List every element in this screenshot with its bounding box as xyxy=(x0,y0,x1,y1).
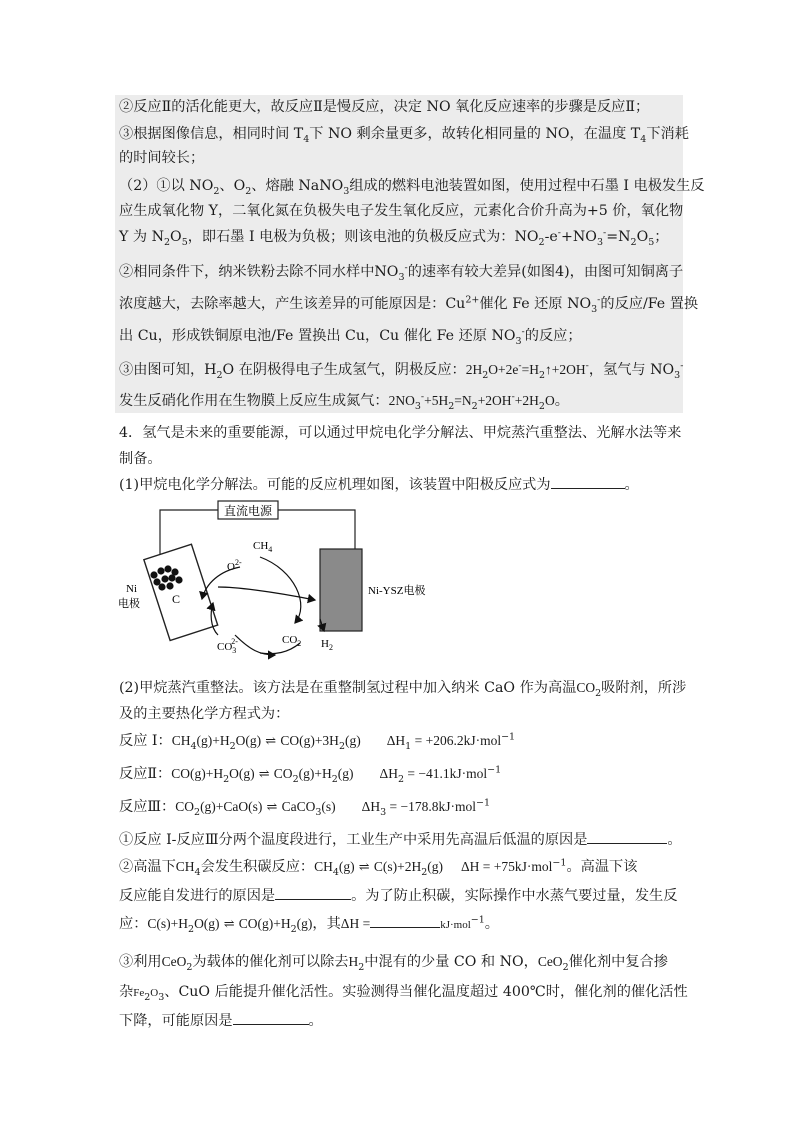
subscript: 2 xyxy=(338,740,345,752)
subscript: 3 xyxy=(515,335,522,347)
ni-electrode xyxy=(144,544,218,640)
answer-line-8 xyxy=(119,294,698,314)
ni-label: Ni xyxy=(126,583,137,595)
oxide-ion-label: $O^{2-}$ xyxy=(227,558,242,573)
equation-text: C(s)+H xyxy=(147,916,189,931)
equilibrium-arrow-icon: ⇌ xyxy=(262,800,282,815)
answer-line-1 xyxy=(119,97,649,117)
sub-question-2-line-1 xyxy=(119,857,637,878)
answer-line-9 xyxy=(119,326,582,346)
answer-text: +NO xyxy=(561,229,597,245)
answer-blank[interactable] xyxy=(275,885,351,900)
answer-text: ②反应Ⅱ的活化能更大，故反应Ⅱ是慢反应，决定 NO 氧化反应速率的步骤是反应Ⅱ； xyxy=(119,99,650,115)
subscript: 2 xyxy=(213,185,220,197)
superscript: −1 xyxy=(470,914,485,926)
subscript: 2 xyxy=(538,400,545,412)
subscript: 3 xyxy=(398,271,405,283)
circuit-wire xyxy=(278,510,355,550)
answer-text: =N xyxy=(606,229,631,245)
equation-text: O(g) xyxy=(194,916,220,931)
subscript: 2 xyxy=(538,369,545,381)
superscript: - xyxy=(602,227,607,239)
co2-label: $CO_2$ xyxy=(282,634,302,648)
subscript: 2 xyxy=(223,773,230,785)
question-text: 制备。 xyxy=(119,451,162,467)
subscript: 3 xyxy=(674,369,681,381)
answer-text: 组成的燃料电池装置如图，使用过程中石墨 I 电极发生反 xyxy=(349,178,705,194)
answer-text: 浓度越大，去除率越大，产生该差异的可能原因是：Cu xyxy=(119,296,466,312)
equation-text: O(g) xyxy=(229,766,255,781)
enthalpy-text: = +206.2kJ·mol xyxy=(411,733,502,748)
superscript: - xyxy=(518,360,522,372)
subscript: 2 xyxy=(331,773,338,785)
sub-question-2-line-3 xyxy=(119,913,499,935)
superscript: - xyxy=(585,360,589,372)
subscript: 2 xyxy=(471,400,478,412)
answer-blank[interactable] xyxy=(233,1010,309,1025)
answer-text: -e xyxy=(544,229,558,245)
answer-text: 催化 Fe 还原 NO xyxy=(479,296,592,312)
arrow-co3-loop xyxy=(235,635,275,655)
question-text: 。 xyxy=(624,477,639,493)
answer-text: ； xyxy=(654,229,669,245)
subscript: 4 xyxy=(194,866,201,878)
question-text: 。 xyxy=(667,832,682,848)
question-text: 下降，可能原因是 xyxy=(119,1013,233,1029)
equation-text: (g) xyxy=(344,733,361,748)
subscript: 2 xyxy=(245,185,252,197)
subscript: 4 xyxy=(332,866,339,878)
subscript: 2 xyxy=(290,923,297,935)
answer-text: 出 Cu，形成铁铜原电池/Fe 置换出 Cu，Cu 催化 Fe 还原 NO xyxy=(119,328,516,344)
electrolysis-diagram xyxy=(110,495,460,665)
answer-blank[interactable] xyxy=(551,474,625,489)
superscript: - xyxy=(521,326,525,338)
equation-text: =N xyxy=(454,393,472,408)
equation-text: O xyxy=(150,987,159,999)
enthalpy-text: ΔH = xyxy=(340,916,371,931)
subscript: 2 xyxy=(538,236,545,248)
equation-text: +5H xyxy=(424,393,449,408)
superscript: - xyxy=(511,391,515,403)
equation-text: CH xyxy=(314,859,333,874)
reaction-label: 反应Ⅱ： xyxy=(119,766,172,782)
superscript: - xyxy=(680,360,684,372)
equation-text: CH xyxy=(175,859,195,874)
subscript: 4 xyxy=(640,133,647,145)
question-line-1 xyxy=(119,423,681,443)
equation-text: (g)+H xyxy=(196,733,230,748)
question-text: ，其 xyxy=(312,916,341,932)
carbon-label: C xyxy=(172,592,181,606)
equation-text: (g)+H xyxy=(298,766,332,781)
sub-question-3-line-3 xyxy=(119,1010,323,1031)
enthalpy-text: ΔH xyxy=(386,733,406,748)
subscript: 2 xyxy=(194,806,201,818)
answer-text: ②相同条件下，纳米铁粉去除不同水样中 xyxy=(119,264,375,280)
question-text: 反应能自发进行的原因是 xyxy=(119,888,276,904)
subscript: 2 xyxy=(292,773,299,785)
answer-text: ③根据图像信息，相同时间 T xyxy=(119,126,304,142)
question-part-2-line-2 xyxy=(119,704,289,724)
equation-text: CO xyxy=(576,680,596,695)
unit-text: kJ·mol xyxy=(440,919,471,931)
equation-text: CeO xyxy=(537,954,563,969)
answer-text: （2）①以 NO xyxy=(119,178,214,194)
answer-text: 、熔融 NaNO xyxy=(251,178,344,194)
answer-line-4 xyxy=(119,176,704,196)
answer-text: Y 为 N xyxy=(119,229,164,245)
superscript: - xyxy=(557,227,561,239)
answer-text: NO xyxy=(374,264,399,280)
answer-blank[interactable] xyxy=(587,829,667,844)
subscript: 3 xyxy=(343,185,350,197)
reaction-3 xyxy=(119,797,490,818)
ni-ysz-label: Ni-YSZ电极 xyxy=(368,585,426,597)
answer-text: 的速率有较大差异(如图4)，由图可知铜离子 xyxy=(407,264,684,280)
enthalpy-text: ΔH xyxy=(361,799,381,814)
answer-text: 应生成氧化物 Y，二氧化氮在负极失电子发生氧化反应，元素化合价升高为+5 价，氧化物 xyxy=(119,203,684,219)
subscript: 4 xyxy=(303,133,310,145)
equation-text: CeO xyxy=(161,954,187,969)
subscript: 5 xyxy=(648,236,655,248)
sub-question-3-line-1 xyxy=(119,952,668,972)
question-text: 。高温下该 xyxy=(566,859,638,875)
superscript: - xyxy=(597,294,601,306)
answer-line-6 xyxy=(119,227,668,247)
subscript: 1 xyxy=(405,740,412,752)
equation-text: CO(g)+H xyxy=(171,766,224,781)
equation-text: CH xyxy=(171,733,191,748)
equation-text: CO xyxy=(273,766,293,781)
equation-text: (g) xyxy=(338,859,355,874)
enthalpy-text: = −41.1kJ·mol xyxy=(404,766,488,781)
question-text: ③利用 xyxy=(119,954,162,970)
subscript: 2 xyxy=(216,369,223,381)
carbonate-ion-label: $CO_32-$ xyxy=(217,637,238,655)
power-supply-label: 直流电源 xyxy=(223,504,273,518)
superscript: −1 xyxy=(475,797,490,809)
question-part-1 xyxy=(119,474,639,495)
question-text: 吸附剂，所涉 xyxy=(601,680,687,696)
answer-text: 的反应； xyxy=(524,328,582,344)
ni-ysz-electrode xyxy=(320,549,362,631)
question-text: 。为了防止积碳，实际操作中水蒸气要过量，发生反 xyxy=(351,888,678,904)
superscript: - xyxy=(420,391,425,403)
answer-text: ，氢气与 NO xyxy=(588,362,675,378)
subscript: 2 xyxy=(482,369,489,381)
superscript: −1 xyxy=(501,731,516,743)
subscript: 2 xyxy=(595,687,602,699)
enthalpy-text: ΔH = +75kJ·mol xyxy=(461,859,553,874)
reaction-1 xyxy=(119,731,515,752)
question-text: 及的主要热化学方程式为： xyxy=(119,706,290,722)
answer-text: 发生反硝化作用在生物膜上反应生成氮气： xyxy=(119,393,389,409)
answer-text: O 在阴极得电子生成氢气，阴极反应： xyxy=(222,362,466,378)
question-part-2-line-1 xyxy=(119,678,686,698)
superscript: −1 xyxy=(487,764,502,776)
subscript: 4 xyxy=(190,740,197,752)
subscript: 2 xyxy=(562,961,569,973)
equation-text: (s) xyxy=(321,799,336,814)
question-line-2 xyxy=(119,449,162,469)
equilibrium-arrow-icon: ⇌ xyxy=(354,860,374,875)
answer-line-10 xyxy=(119,360,683,380)
superscript: −1 xyxy=(552,857,567,869)
question-text: 杂 xyxy=(119,984,134,1000)
equation-text: H xyxy=(348,954,359,969)
question-text: 为载体的催化剂可以除去 xyxy=(192,954,349,970)
subscript: 2 xyxy=(397,773,404,785)
electrode-label: 电极 xyxy=(118,598,140,610)
equation-text: C(s)+2H xyxy=(373,859,422,874)
equation-text: CaCO xyxy=(281,799,316,814)
reaction-label: 反应Ⅲ： xyxy=(119,799,176,815)
enthalpy-text: ΔH xyxy=(379,766,398,781)
equation-text: O+2e xyxy=(488,362,519,377)
question-text: 应： xyxy=(119,916,148,932)
answer-blank[interactable] xyxy=(370,913,440,928)
equation-text: (g) xyxy=(337,766,354,781)
equation-text: =H xyxy=(521,362,539,377)
answer-line-11 xyxy=(119,391,569,411)
answer-text: ③由图可知，H xyxy=(119,362,217,378)
equation-text: CO(g)+H xyxy=(238,916,291,931)
answer-line-3 xyxy=(119,148,204,168)
subscript: 3 xyxy=(596,236,603,248)
subscript: 2 xyxy=(421,866,428,878)
equation-text: 2H xyxy=(465,362,483,377)
equation-text: O(g) xyxy=(235,733,262,748)
superscript: - xyxy=(404,262,408,274)
question-text: (1)甲烷电化学分解法。可能的反应机理如图，该装置中阳极反应式为 xyxy=(119,477,551,493)
equation-text: CO xyxy=(175,799,195,814)
equation-text: 2NO xyxy=(388,393,415,408)
ch4-label: $CH_4$ xyxy=(253,540,273,554)
answer-text: 下消耗 xyxy=(646,126,689,142)
equation-text: (g) xyxy=(296,916,313,931)
equilibrium-arrow-icon: ⇌ xyxy=(261,734,281,749)
subscript: 2 xyxy=(448,400,455,412)
question-text: 。 xyxy=(308,1013,323,1029)
equilibrium-arrow-icon: ⇌ xyxy=(254,767,274,782)
question-text: 。 xyxy=(484,916,499,932)
subscript: 3 xyxy=(315,806,322,818)
equation-text: CO(g)+3H xyxy=(280,733,339,748)
question-text: (2)甲烷蒸汽重整法。该方法是在重整制氢过程中加入纳米 CaO 作为高温 xyxy=(119,680,577,696)
sub-question-2-line-2 xyxy=(119,885,677,906)
subscript: 2 xyxy=(358,961,365,973)
subscript: 3 xyxy=(380,806,387,818)
answer-text: O xyxy=(636,229,649,245)
question-text: 、CuO 后能提升催化活性。实验测得当催化温度超过 400℃时，催化剂的催化活性 xyxy=(164,984,688,1000)
equation-text: O xyxy=(544,393,555,408)
answer-text: O xyxy=(170,229,182,245)
question-text: 4．氢气是未来的重要能源，可以通过甲烷电化学分解法、甲烷蒸汽重整法、光解水法等来 xyxy=(119,425,682,441)
arrow-ch4-to-co2 xyxy=(260,557,301,623)
subscript: 2 xyxy=(630,236,637,248)
equation-text: (g)+CaO(s) xyxy=(200,799,263,814)
equation-text: ↑+2OH xyxy=(545,362,586,377)
h2-label: $H_2$ xyxy=(321,638,333,652)
answer-text: 的时间较长； xyxy=(119,150,205,166)
question-text: ①反应 I-反应Ⅲ分两个温度段进行，工业生产中采用先高温后低温的原因是 xyxy=(119,832,588,848)
reaction-2 xyxy=(119,764,501,785)
superscript: 2+ xyxy=(465,294,480,306)
subscript: 2 xyxy=(186,961,193,973)
question-text: 中混有的少量 CO 和 NO， xyxy=(364,954,538,970)
question-text: ②高温下 xyxy=(119,859,176,875)
answer-text: 的反应/Fe 置换 xyxy=(600,296,699,312)
equation-text: +2OH xyxy=(477,393,512,408)
subscript: 2 xyxy=(188,923,195,935)
subscript: 5 xyxy=(181,236,188,248)
enthalpy-text: = −178.8kJ·mol xyxy=(386,799,476,814)
answer-line-7 xyxy=(119,262,683,282)
answer-text: 、O xyxy=(219,178,246,194)
sub-question-3-line-2 xyxy=(119,982,688,1003)
answer-text: ，即石墨 I 电极为负极；则该电池的负极反应式为：NO xyxy=(187,229,539,245)
equation-text: (g) xyxy=(427,859,443,874)
answer-text: 。 xyxy=(554,393,569,409)
subscript: 2 xyxy=(164,236,171,248)
equilibrium-arrow-icon: ⇌ xyxy=(219,917,239,932)
question-text: 会发生积碳反应： xyxy=(200,859,315,875)
equation-text: Fe xyxy=(133,987,145,999)
subscript: 2 xyxy=(144,991,151,1003)
question-text: 催化剂中复合掺 xyxy=(568,954,668,970)
answer-line-5 xyxy=(119,201,683,221)
subscript: 2 xyxy=(229,740,236,752)
subscript: 3 xyxy=(591,303,598,315)
answer-text: 下 NO 剩余量更多，故转化相同量的 NO，在温度 T xyxy=(309,126,641,142)
answer-line-2 xyxy=(119,124,689,144)
subscript: 3 xyxy=(414,400,421,412)
electrolysis-diagram-svg xyxy=(110,495,460,665)
subscript: 3 xyxy=(158,991,165,1003)
sub-question-1 xyxy=(119,829,682,850)
equation-text: +2H xyxy=(514,393,539,408)
reaction-label: 反应 I： xyxy=(119,733,172,749)
